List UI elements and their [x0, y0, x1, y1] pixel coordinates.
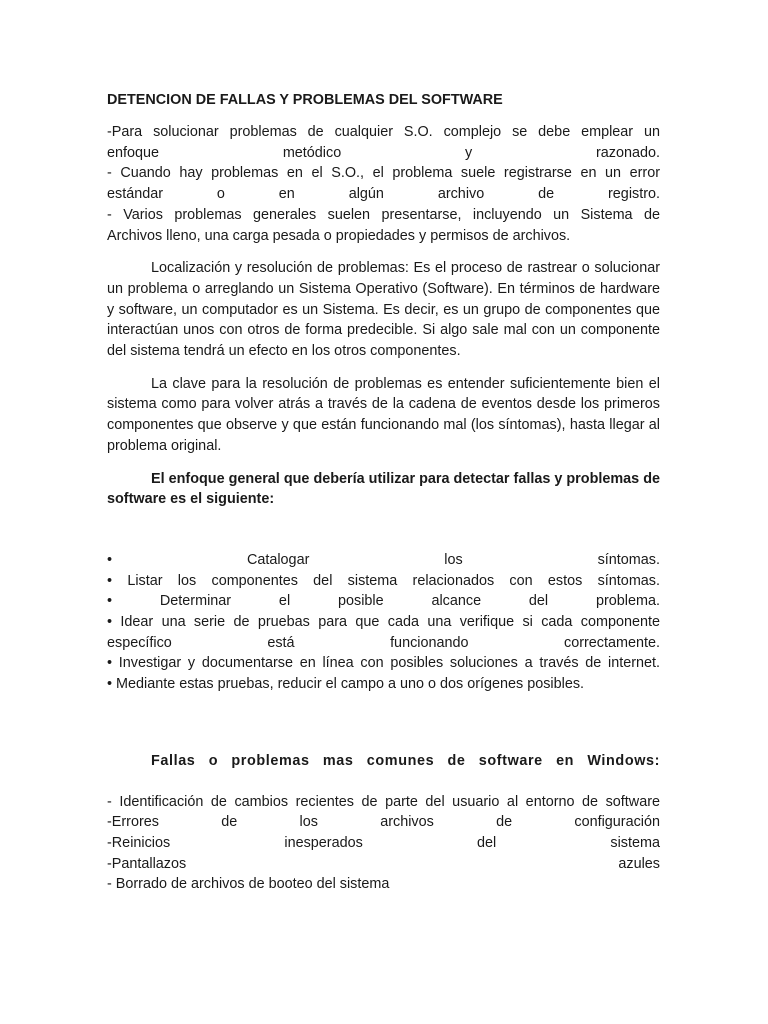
intro-line: -Para solucionar problemas de cualquier S.O. complejo se debe emplear un — [107, 124, 660, 140]
intro-section — [107, 122, 660, 246]
key-text: La clave para la resolución de problemas es entender suficientemente bien el sistema como para volver atrás a través de la cadena de eventos desde los primeros componentes que observe y que están funcionando mal (los síntomas), hasta llegar al problema original. — [107, 375, 660, 454]
intro-line: - Cuando hay problemas en el S.O., el problema suele registrarse en un error — [107, 165, 660, 182]
step-line: • Idear una serie de pruebas para que cada una verifique si cada componente — [107, 614, 660, 631]
intro-line: estándar o en algún archivo de registro. — [107, 186, 660, 203]
common-line: -Pantallazos azules — [107, 855, 660, 872]
common-line: -Errores de los archivos de configuración — [107, 814, 660, 831]
common-heading-block — [107, 751, 660, 772]
intro-line: - Varios problemas generales suelen presentarse, incluyendo un Sistema de — [107, 206, 660, 223]
step-line: específico está funcionando correctamente. — [107, 634, 660, 651]
document-page — [107, 90, 660, 895]
common-line: -Reinicios inesperados del sistema — [107, 834, 660, 851]
common-line: - Borrado de archivos de booteo del sistema — [107, 876, 390, 893]
steps-list — [107, 550, 660, 695]
intro-line: enfoque metódico y razonado. — [107, 144, 660, 161]
localization-text: Localización y resolución de problemas: Es el proceso de rastrear o solucionar un problema o arreglando un Sistema Operativo (Software). En términos de hardware y software, un computador es un Sistema. Es decir, es un grupo de componentes que interactúan unos con otros de forma predecible. Si algo sale mal con un componente del sistema tendrá un efecto en los otros componentes. — [107, 260, 660, 360]
step-line: • Mediante estas pruebas, reducir el campo a uno o dos orígenes posibles. — [107, 676, 585, 693]
approach-heading: El enfoque general que debería utilizar para detectar fallas y problemas de software es el siguiente: — [107, 470, 660, 508]
step-line: • Investigar y documentarse en línea con posibles soluciones a través de internet. — [107, 655, 660, 672]
approach-heading-block — [107, 469, 660, 510]
key-paragraph — [107, 374, 660, 457]
step-line: • Catalogar los síntomas. — [107, 551, 660, 568]
common-list — [107, 792, 660, 896]
localization-paragraph — [107, 258, 660, 362]
step-line: • Listar los componentes del sistema relacionados con estos síntomas. — [107, 572, 660, 589]
intro-line: Archivos lleno, una carga pesada o propiedades y permisos de archivos. — [107, 227, 571, 244]
document-title: DETENCION DE FALLAS Y PROBLEMAS DEL SOFTWARE — [107, 92, 503, 108]
common-heading: Fallas o problemas mas comunes de software en Windows: — [151, 752, 660, 769]
common-line: - Identificación de cambios recientes de parte del usuario al entorno de software — [107, 793, 660, 810]
step-line: • Determinar el posible alcance del problema. — [107, 593, 660, 610]
